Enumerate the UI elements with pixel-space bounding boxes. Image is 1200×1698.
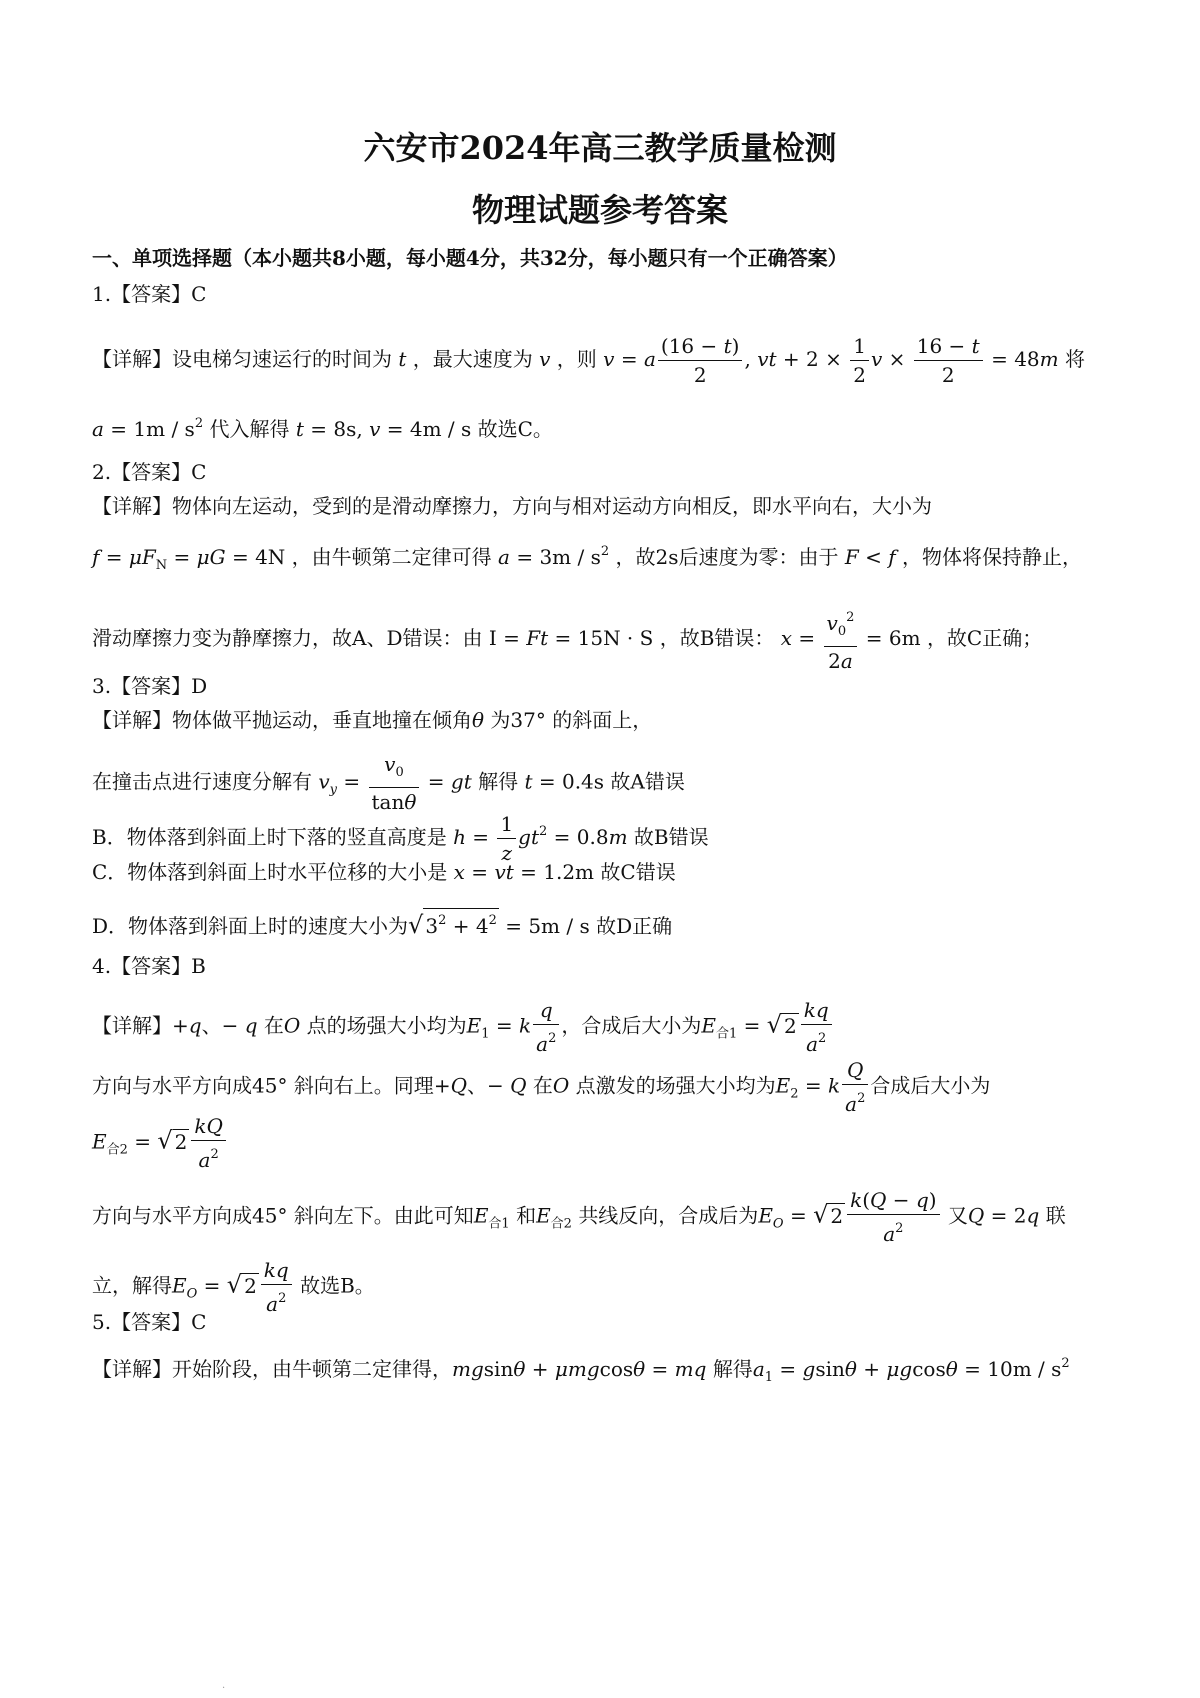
q4-line4-text-c: 和 [516,1203,537,1228]
q3-detail-text-b: 为 [490,708,511,732]
q5-detail: 【详解】开始阶段，由牛顿第二定律得，mgsinθ + μmgcosθ = mq 解得$a_1 = gsin\theta + \mu gcos\theta = 10m / s^2$ [92,1356,1070,1385]
q4-line5-text-b: 故选B。 [300,1273,375,1298]
q3-option-c: C．物体落到斜面上时水平位移的大小是 x = vt = 1.2m 故C错误 [92,860,676,884]
q1-line2-text-a: 代入解得 [209,417,290,441]
q3-option-b: B．物体落到斜面上时下落的竖直高度是 h = $\frac{1}{z}$ $gt^2 = 0.8m$ 故B错误 [92,812,709,865]
q3-line2-text-b: 解得 [478,769,519,794]
q4-detail-text-d: ，合成后大小为 [561,1013,702,1038]
q3-line2-text-c: 故A错误 [610,769,685,794]
q2-line3-text-c: ，故C正确； [926,626,1043,650]
q4-line2-text-b: 斜向右上。同理 [293,1073,434,1098]
q3-option-d: D．物体落到斜面上时的速度大小为√ $3^2 + 4^2 = 5m / s$ 故D正确 [92,908,672,938]
q1-detail-text-c: ，则 [556,347,597,371]
q4-line4-text-d: 共线反向，合成后为 [578,1203,759,1228]
q2-line3: 滑动摩擦力变为静摩擦力，故A、D错误：由 I = Ft = 15N · S ，故B错误： x = $\frac{v_0^2}{2a}$ = 6m ，故C正确； [92,604,1042,675]
q4-line4-text-b: 斜向左下。由此可知 [293,1203,474,1228]
q2-line3-text-b: ，故B错误： [659,626,775,650]
q4-line4-text-e: 又 [947,1203,968,1228]
q4-line5-text-a: 立，解得 [92,1273,172,1298]
q4-line2-text-a: 方向与水平方向成 [92,1073,252,1098]
page-title: 六安市2024年高三教学质量检测 [363,129,837,167]
q4-line5: 立，解得$E_O$ = √ 2 $\frac{kq}{a^2}$ 故选B。 [92,1258,375,1316]
q4-line4: 方向与水平方向成45° 斜向左下。由此可知$E_{合1}$ 和$E_{合2}$ 共线反向，合成后为$E_O$ = √ 2 $\frac{k(Q - q)}{a^2}$ 又Q = 2q 联 [92,1188,1066,1246]
q3-detail: 【详解】物体做平抛运动，垂直地撞在倾角θ 为37° 的斜面上， [92,708,653,732]
q3-line2-text-a: 在撞击点进行速度分解有 [92,769,312,794]
q4-line2-text-e: 合成后大小为 [870,1073,991,1098]
q5-detail-text-b: 解得 [712,1357,753,1381]
q2-line2: $f = \mu F_N = \mu G = 4N$ ，由牛顿第二定律可得 $a = 3m / s^2$ ，故2s后速度为零：由于 F < f ，物体将保持静止， [92,544,1082,573]
q1-detail-text-a: 【详解】设电梯匀速运行的时间为 [92,347,392,371]
q3-c-text-a: C．物体落到斜面上时水平位移的大小是 [92,860,448,884]
q4-detail-text-a: 【详解】 [92,1013,172,1038]
q3-detail-text-c: 的斜面上， [552,708,653,732]
page-subtitle: 物理试题参考答案 [471,191,728,229]
q1-detail-text-d: 将 [1064,347,1085,371]
q5-answer: 5.【答案】C [92,1310,207,1334]
q1-line2-text-b: 故选C。 [477,417,553,441]
q1-answer: 1.【答案】C [92,282,207,306]
q4-line3: $E_{合2}$ = √ 2 $\frac{kQ}{a^2}$ [92,1112,228,1174]
q4-detail-text-c: 点的场强大小均为 [306,1013,467,1038]
q4-line2-text-d: 点激发的场强大小均为 [575,1073,776,1098]
q3-d-text-b: 故D正确 [596,914,673,938]
q4-line4-text-a: 方向与水平方向成 [92,1203,252,1228]
q4-line2-text-c: 在 [532,1073,553,1098]
q2-line2-text-b: ，故2s后速度为零：由于 [615,545,839,569]
q2-detail: 【详解】物体向左运动，受到的是滑动摩擦力，方向与相对运动方向相反，即水平向右，大小为 [92,494,932,518]
q4-line2: 方向与水平方向成45° 斜向右上。同理+Q、− Q 在O 点激发的场强大小均为$E_2 = k$ $\frac{Q}{a^2}$ 合成后大小为 [92,1058,991,1116]
q5-detail-text-a: 【详解】开始阶段，由牛顿第二定律得， [92,1357,452,1381]
q2-line3-text-a: 滑动摩擦力变为静摩擦力，故A、D错误：由 [92,626,483,650]
section-heading: 一、单项选择题（本小题共8小题，每小题4分，共32分，每小题只有一个正确答案） [92,246,848,270]
q3-d-text-a: D．物体落到斜面上时的速度大小为 [92,914,409,938]
q1-line2: $a = 1m / s^2$ 代入解得 t = 8s, v = 4m / s 故选C。 [92,416,553,441]
q3-answer: 3.【答案】D [92,674,208,698]
q2-line2-text-a: ，由牛顿第二定律可得 [291,545,492,569]
q2-line2-text-c: ，物体将保持静止， [902,545,1082,569]
q1-detail: 【详解】设电梯匀速运行的时间为 t ，最大速度为 v ，则 v = a $\frac{(16 - t)}{2}$ , vt + 2 × $\frac{1}{2}$ v × $\frac{16 - t}{2}$ = 48m 将 [92,334,1085,387]
q1-detail-text-b: ，最大速度为 [412,347,533,371]
q3-b-text-b: 故B错误 [633,825,709,849]
q3-c-text-b: 故C错误 [600,860,676,884]
q3-b-text-a: B．物体落到斜面上时下落的竖直高度是 [92,825,447,849]
q3-detail-text-a: 【详解】物体做平抛运动，垂直地撞在倾角 [92,708,472,732]
q4-answer: 4.【答案】B [92,954,206,978]
q2-answer: 2.【答案】C [92,460,207,484]
q4-line4-text-f: 联 [1045,1203,1066,1228]
q3-line2: 在撞击点进行速度分解有 $v_y$ = $\frac{v_0}{\tan\theta}$ = gt 解得 t = 0.4s 故A错误 [92,752,685,814]
q4-detail: 【详解】+q、− q 在O 点的场强大小均为$E_1 = k$ $\frac{q}{a^2}$ ，合成后大小为$E_{合1}$ = √ 2 $\frac{kq}{a^2}$ [92,996,834,1058]
footer-dot: . [222,1680,226,1691]
q4-detail-text-b: 在 [263,1013,284,1038]
